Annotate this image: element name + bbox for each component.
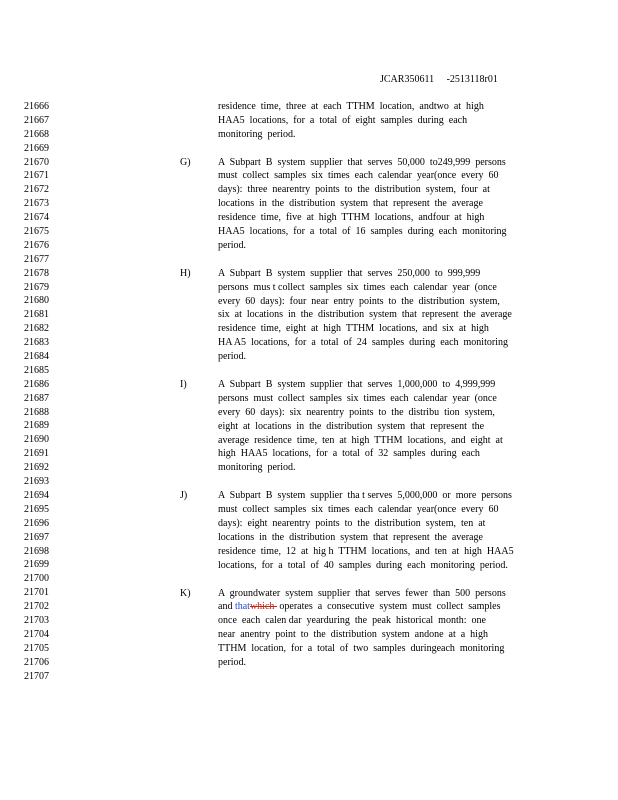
line-number: 21675 (24, 226, 49, 238)
line-number: 21687 (24, 392, 49, 404)
text-line: A Subpart B system supplier that serves 1,000,000 to 4,999,999 (218, 379, 496, 390)
line-number: 21695 (24, 503, 49, 515)
subsection-text (218, 489, 536, 572)
edit-line-rest: operates a consecutive system must collect samples (276, 601, 501, 613)
line-number: 21668 (24, 128, 49, 140)
page-header (380, 73, 498, 87)
line-number: 21700 (24, 573, 49, 585)
subsection-marker: K) (180, 587, 191, 599)
text-line: residence time, five at high TTHM locations, andfour at high (218, 212, 485, 224)
line-number: 21701 (24, 587, 49, 599)
text-line: HA A5 locations, for a total of 24 samples during each monitoring (218, 337, 508, 349)
line-number: 21707 (24, 670, 49, 682)
line-number: 21682 (24, 323, 49, 335)
text-line: days): eight nearentry points to the distribution system, ten at (218, 517, 486, 529)
line-number: 21672 (24, 184, 49, 196)
text-line: high HAA5 locations, for a total of 32 samples during each (218, 448, 480, 460)
text-line: six at locations in the distribution system that represent the average (218, 309, 512, 321)
text-line: HAA5 locations, for a total of eight samples during each (218, 114, 468, 126)
text-line: once each calen dar yearduring the peak historical month: one (218, 615, 486, 627)
line-number: 21703 (24, 614, 49, 626)
line-number: 21677 (24, 253, 49, 265)
subsection-text (218, 267, 536, 364)
text-line: average residence time, ten at high TTHM locations, and eight at (218, 434, 503, 446)
line-number: 21680 (24, 295, 49, 307)
inserted-text: that (234, 601, 250, 613)
subsection-marker: H) (180, 267, 191, 279)
text-line: residence time, eight at high TTHM locations, and six at high (218, 323, 489, 335)
line-number: 21704 (24, 628, 49, 640)
line-number: 21702 (24, 601, 49, 613)
text-line: locations in the distribution system that represent the average (218, 531, 483, 543)
text-line: locations in the distribution system that represent the average (218, 198, 483, 210)
text-line: period. (218, 239, 247, 251)
line-number: 21667 (24, 114, 49, 126)
text-line: persons must collect samples six times each calendar year (once (218, 392, 497, 404)
text-line: HAA5 locations, for a total of 16 samples during each monitoring (218, 226, 507, 238)
text-line: monitoring period. (218, 128, 296, 140)
line-number: 21691 (24, 448, 49, 460)
line-number: 21683 (24, 337, 49, 349)
line-number-column (24, 100, 64, 683)
subsection-text (218, 100, 536, 142)
line-number: 21694 (24, 489, 49, 501)
text-line: must collect samples six times each calendar year(once every 60 (218, 170, 499, 182)
text-line: locations, for a total of 40 samples during each monitoring period. (218, 559, 508, 571)
revision-code: -2513118r01 (446, 74, 498, 85)
text-line: TTHM location, for a total of two samples duringeach monitoring (218, 643, 505, 655)
line-number: 21696 (24, 517, 49, 529)
text-line: near anentry point to the distribution system andone at a high (218, 629, 488, 641)
line-number: 21699 (24, 559, 49, 571)
line-number: 21674 (24, 212, 49, 224)
line-number: 21676 (24, 239, 49, 251)
deleted-text: which (249, 601, 277, 613)
line-number: 21685 (24, 364, 49, 376)
text-line: period. (218, 656, 247, 668)
line-number: 21669 (24, 142, 49, 154)
line-number: 21678 (24, 267, 49, 279)
line-number: 21698 (24, 545, 49, 557)
line-number: 21666 (24, 101, 49, 112)
text-line: A groundwater system supplier that serves fewer than 500 persons (218, 587, 506, 599)
subsection-marker: J) (180, 490, 188, 502)
edit-line-lead: and (218, 601, 235, 613)
line-number: 21697 (24, 531, 49, 543)
text-line: must collect samples six times each calendar year(once every 60 (218, 504, 499, 516)
line-number: 21671 (24, 170, 49, 182)
text-line: period. (218, 351, 247, 363)
subsection-marker: I) (180, 379, 187, 390)
text-line: residence time, 12 at hig h TTHM locations, and ten at high HAA5 (218, 545, 514, 557)
line-number: 21688 (24, 406, 49, 418)
line-number: 21686 (24, 378, 49, 390)
line-number: 21673 (24, 198, 49, 210)
line-number: 21690 (24, 434, 49, 446)
line-number: 21679 (24, 281, 49, 293)
line-number: 21692 (24, 462, 49, 474)
text-line: A Subpart B system supplier tha t serves 5,000,000 or more persons (218, 490, 512, 502)
text-line: eight at locations in the distribution system that represent the (218, 420, 485, 432)
subsection-marker: G) (180, 156, 191, 168)
line-number: 21706 (24, 656, 49, 668)
text-line (218, 600, 536, 614)
subsection-text (218, 156, 536, 253)
text-line: residence time, three at each TTHM location, andtwo at high (218, 101, 484, 112)
line-number: 21670 (24, 156, 49, 168)
line-number: 21689 (24, 420, 49, 432)
line-number: 21684 (24, 351, 49, 363)
subsection-text (218, 378, 536, 475)
text-line: persons mus t collect samples six times each calendar year (once (218, 281, 497, 293)
text-line: monitoring period. (218, 462, 296, 474)
text-line: days): three nearentry points to the distribution system, four at (218, 184, 490, 196)
subsection-text (218, 587, 536, 670)
text-line: A Subpart B system supplier that serves 250,000 to 999,999 (218, 267, 481, 279)
line-number: 21693 (24, 476, 49, 488)
text-line: every 60 days): four near entry points to the distribution system, (218, 295, 500, 307)
line-number: 21705 (24, 642, 49, 654)
text-line: every 60 days): six nearentry points to the distribu tion system, (218, 406, 495, 418)
text-line: A Subpart B system supplier that serves 50,000 to249,999 persons (218, 156, 506, 168)
doc-id: JCAR350611 (380, 74, 435, 85)
line-number: 21681 (24, 309, 49, 321)
